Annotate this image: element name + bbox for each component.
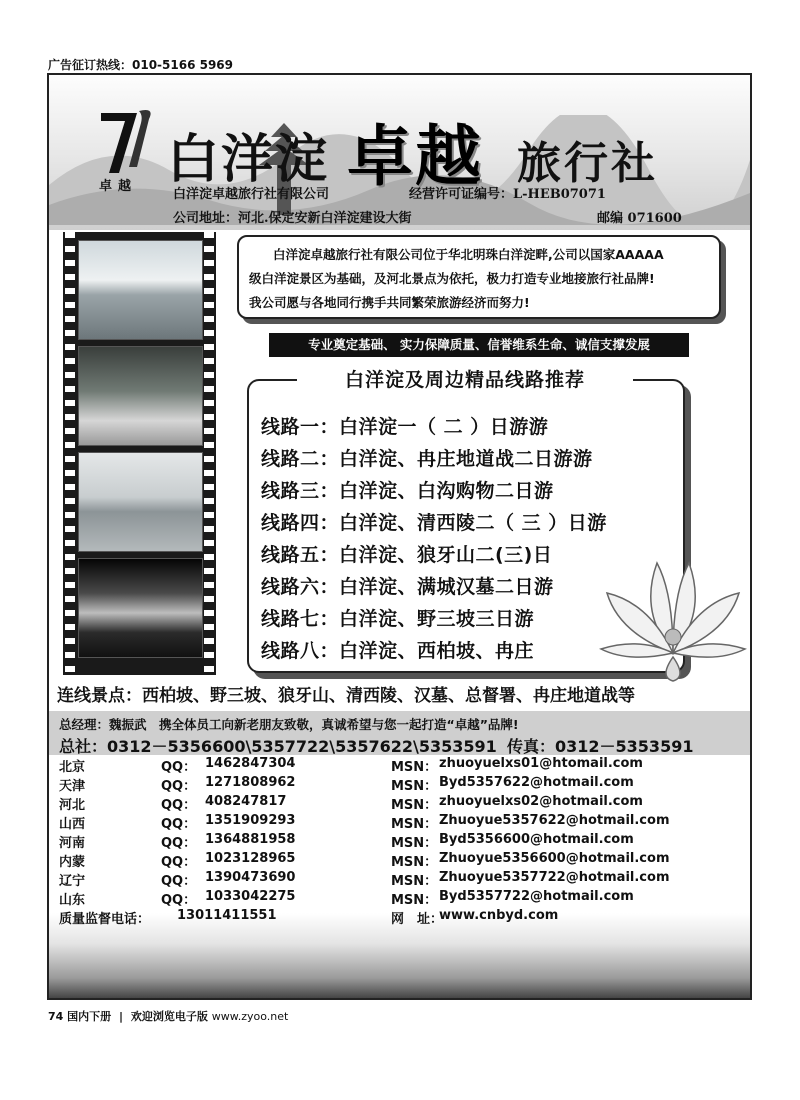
company-introduction: [237, 235, 721, 319]
film-perforation-left: [65, 232, 75, 675]
qq-number: 1351909293: [205, 813, 296, 828]
company-address: 公司地址：河北.保定安新白洋淀建设大街: [173, 211, 412, 226]
qq-label: QQ：: [161, 817, 197, 832]
quality-hotline-label: 质量监督电话：: [59, 912, 151, 927]
intro-line-1: 白洋淀卓越旅行社有限公司位于华北明珠白洋淀畔,公司以国家AAAAA: [273, 247, 664, 262]
photo-costumed-performers: [78, 346, 203, 446]
qq-label: QQ：: [161, 855, 197, 870]
brand-title-travel-agency: 旅行社: [517, 138, 658, 189]
province-name: 内蒙: [59, 855, 86, 870]
msn-address: Zhuoyue5356600@hotmail.com: [439, 851, 670, 866]
province-name: 山西: [59, 817, 86, 832]
msn-label: MSN：: [391, 760, 438, 775]
footer-separator: |: [119, 1010, 124, 1023]
province-name: 河北: [59, 798, 86, 813]
photo-lake-pier: [78, 240, 203, 340]
qq-number: 1033042275: [205, 889, 296, 904]
business-license: 经营许可证编号：L-HEB07071: [409, 187, 606, 202]
photo-lake-boats: [78, 452, 203, 552]
advertisement-frame: [47, 73, 752, 1000]
slogan-bar: 专业奠定基础、 实力保障质量、信誉维系生命、诚信支撑发展: [269, 333, 689, 357]
routes-title: 白洋淀及周边精品线路推荐: [297, 369, 633, 391]
msn-label: MSN：: [391, 836, 438, 851]
brand-title-zhuoyue: 卓越: [347, 118, 483, 195]
msn-address: Zhuoyue5357622@hotmail.com: [439, 813, 670, 828]
logo-caption: 卓越: [99, 179, 138, 194]
film-perforation-right: [204, 232, 214, 675]
linked-attractions: 连线景点：西柏坡、野三坡、狼牙山、清西陵、汉墓、总督署、冉庄地道战等: [57, 686, 635, 706]
qq-label: QQ：: [161, 874, 197, 889]
company-name: 白洋淀卓越旅行社有限公司: [173, 187, 330, 202]
intro-line-2: 级白洋淀景区为基础，及河北景点为依托，极力打造专业地接旅行社品牌!: [249, 271, 655, 286]
msn-address: Byd5357622@hotmail.com: [439, 775, 634, 790]
page-footer: [48, 1008, 288, 1024]
qq-number: 1271808962: [205, 775, 296, 790]
zhuoyue-logo-icon: [97, 105, 157, 177]
msn-address: zhuoyuelxs01@htomail.com: [439, 756, 643, 771]
lotus-flower-icon: [599, 553, 747, 683]
msn-label: MSN：: [391, 855, 438, 870]
headquarters-phones: 总社：0312－5356600\5357722\5357622\5353591: [59, 737, 497, 756]
ad-hotline: 广告征订热线：010-5166 5969: [48, 58, 234, 72]
quality-hotline-number: 13011411551: [177, 908, 277, 923]
route-item: 线路二：白洋淀、冉庄地道战二日游游: [261, 448, 593, 470]
msn-label: MSN：: [391, 874, 438, 889]
qq-label: QQ：: [161, 779, 197, 794]
qq-label: QQ：: [161, 893, 197, 908]
footer-url: www.zyoo.net: [211, 1010, 289, 1023]
msn-label: MSN：: [391, 817, 438, 832]
section-name: 国内下册: [67, 1010, 112, 1023]
page-number: 74: [48, 1010, 64, 1023]
route-item: 线路六：白洋淀、满城汉墓二日游: [261, 576, 554, 598]
route-item: 线路四：白洋淀、清西陵二（ 三 ）日游: [261, 512, 607, 534]
route-item: 线路三：白洋淀、白沟购物二日游: [261, 480, 554, 502]
qq-number: 1023128965: [205, 851, 296, 866]
footer-slogan: 欢迎浏览电子版: [130, 1010, 208, 1023]
msn-label: MSN：: [391, 798, 438, 813]
qq-number: 1390473690: [205, 870, 296, 885]
province-name: 北京: [59, 760, 86, 775]
msn-label: MSN：: [391, 893, 438, 908]
headquarters-fax: 传真：0312－5353591: [507, 737, 694, 756]
brand-title-baiyangdian: 白洋淀: [167, 130, 330, 190]
qq-number: 408247817: [205, 794, 287, 809]
msn-address: zhuoyuelxs02@hotmail.com: [439, 794, 643, 809]
province-name: 辽宁: [59, 874, 86, 889]
qq-number: 1462847304: [205, 756, 296, 771]
msn-address: Byd5356600@hotmail.com: [439, 832, 634, 847]
intro-line-3: 我公司愿与各地同行携手共同繁荣旅游经济而努力!: [249, 295, 530, 310]
msn-label: MSN：: [391, 779, 438, 794]
qq-label: QQ：: [161, 798, 197, 813]
photo-filmstrip: [63, 232, 216, 675]
general-manager-message: 总经理：魏振武 携全体员工向新老朋友致敬，真诚希望与您一起打造“卓越”品牌!: [59, 717, 519, 732]
website-url: www.cnbyd.com: [439, 908, 559, 923]
postal-code: 邮编 071600: [597, 211, 682, 226]
qq-number: 1364881958: [205, 832, 296, 847]
website-label: 网 址：: [391, 912, 444, 927]
province-name: 河南: [59, 836, 86, 851]
route-item: 线路五：白洋淀、狼牙山二(三)日: [261, 544, 553, 566]
route-item: 线路一：白洋淀一（ 二 ）日游游: [261, 416, 549, 438]
route-item: 线路七：白洋淀、野三坡三日游: [261, 608, 535, 630]
qq-label: QQ：: [161, 760, 197, 775]
qq-label: QQ：: [161, 836, 197, 851]
province-name: 山东: [59, 893, 86, 908]
route-item: 线路八：白洋淀、西柏坡、冉庄: [261, 640, 535, 662]
photo-lake-sunset: [78, 558, 203, 658]
msn-address: Zhuoyue5357722@hotmail.com: [439, 870, 670, 885]
province-name: 天津: [59, 779, 86, 794]
msn-address: Byd5357722@hotmail.com: [439, 889, 634, 904]
